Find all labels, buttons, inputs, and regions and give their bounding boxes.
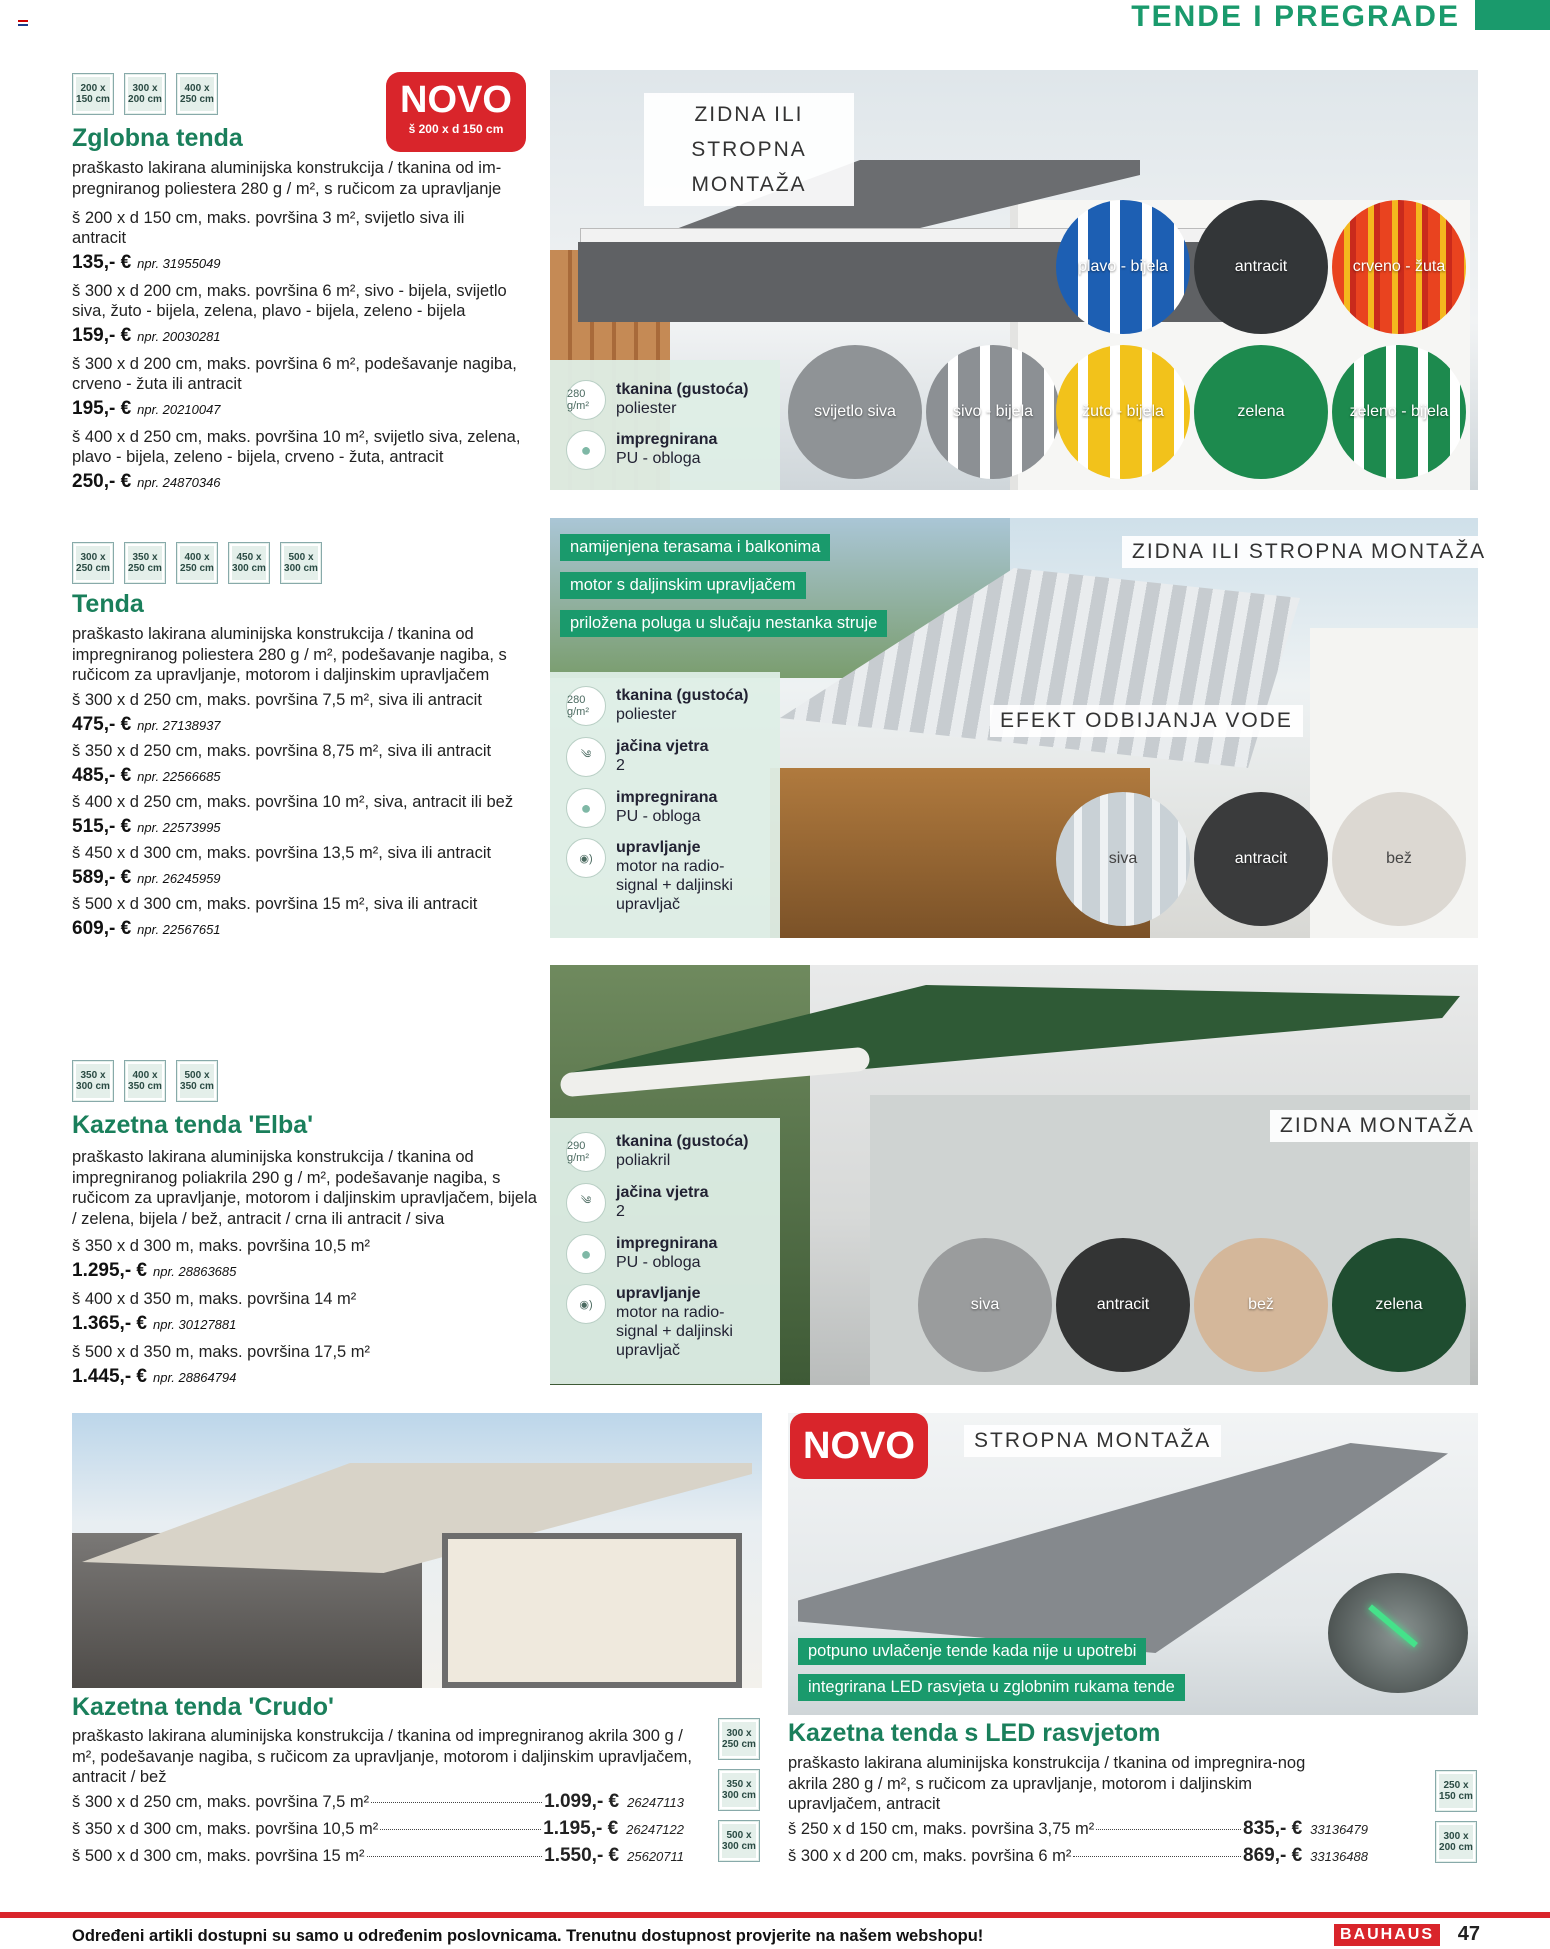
variant-text: š 450 x d 300 cm, maks. površina 13,5 m², siva ili antracit [72, 844, 492, 862]
swatch-light-grey: svijetlo siva [788, 345, 922, 479]
footer-note: Određeni artikli dostupni su samo u određenim poslovnicama. Trenutnu dostupnost provjerite na našem webshopu! [72, 1927, 984, 1945]
variant-text: š 400 x d 250 cm, maks. površina 10 m², siva, antracit ili bež [72, 793, 514, 811]
variant-price [72, 398, 221, 420]
wind-sock-icon: ༄ [566, 737, 606, 777]
variant-row: š 500 x d 300 cm, maks. površina 15 m² 1.550,- € 25620711 [72, 1845, 684, 1866]
swatch-beige: bež [1332, 792, 1466, 926]
swatch-green: zelena [1194, 345, 1328, 479]
size-icon: 400 x 250 cm [176, 542, 218, 584]
size-icons [72, 1060, 218, 1102]
feature-density: 280 g/m² tkanina (gustoća) poliester [566, 380, 748, 420]
footer-bar [0, 1912, 1550, 1918]
feature-density: 290 g/m² tkanina (gustoća) poliakril [566, 1132, 748, 1172]
size-icon: 350 x 300 cm [718, 1769, 760, 1811]
product-description: praškasto lakirana aluminijska konstrukcija / tkanina od impregniranog poliestera 280 g / m², podešavanje nagiba, s ručicom za upravljanje, motorom i daljinskim upravljačem [72, 625, 507, 684]
info-bar: priložena poluga u slučaju nestanka struje [560, 610, 887, 637]
variant-row: š 250 x d 150 cm, maks. površina 3,75 m² 835,- € 33136479 [788, 1818, 1368, 1839]
radio-signal-icon: ◉) [566, 838, 606, 878]
feature-wind: ༄ jačina vjetra 2 [566, 1183, 709, 1223]
radio-signal-icon: ◉) [566, 1284, 606, 1324]
feature-impregnated: ● impregnirana PU - obloga [566, 788, 717, 828]
variant-price: 475,- € npr. 27138937 [72, 714, 221, 735]
product-title: Kazetna tenda s LED rasvjetom [788, 1719, 1161, 1747]
water-drop-icon: ● [566, 1234, 606, 1274]
water-drop-icon: ● [566, 788, 606, 828]
variant-price [72, 252, 221, 274]
feature-wind: ༄ jačina vjetra 2 [566, 737, 709, 777]
mount-label: ZIDNA ILI STROPNA MONTAŽA [644, 93, 854, 206]
variant-text: š 350 x d 250 cm, maks. površina 8,75 m², siva ili antracit [72, 742, 492, 760]
info-bar: integrirana LED rasvjeta u zglobnim rukama tende [798, 1674, 1185, 1701]
mount-label: STROPNA MONTAŽA [964, 1425, 1221, 1457]
variant-text: š 400 x d 250 cm, maks. površina 10 m², svijetlo siva, zelena, plavo - bijela, zeleno - bijela, crveno - žuta, antracit [72, 428, 521, 466]
variant-row: š 300 x d 200 cm, maks. površina 6 m² 869,- € 33136488 [788, 1845, 1368, 1866]
novo-size: š 200 x d 150 cm [408, 122, 504, 136]
variant-row: š 300 x d 250 cm, maks. površina 7,5 m² 1.099,- € 26247113 [72, 1791, 684, 1812]
product-photo [72, 1413, 762, 1688]
size-icons [1435, 1770, 1477, 1863]
swatch-grey: siva [1056, 792, 1190, 926]
mount-label: ZIDNA ILI STROPNA MONTAŽA [1122, 536, 1496, 568]
size-icon: 400 x 350 cm [124, 1060, 166, 1102]
header-accent-tab [1475, 0, 1550, 30]
variant-price: 515,- € npr. 22573995 [72, 816, 221, 837]
size-icon: 300 x 250 cm [72, 542, 114, 584]
water-drop-icon: ● [566, 430, 606, 470]
size-icon: 450 x 300 cm [228, 542, 270, 584]
density-icon: 280 g/m² [566, 686, 606, 726]
croatia-flag-icon [18, 20, 28, 26]
price-value: 250,- € [72, 471, 132, 492]
article-number: npr. 20030281 [137, 329, 221, 344]
swatch-green-white: zeleno - bijela [1332, 345, 1466, 479]
product-title: Tenda [72, 590, 144, 618]
variant-price: 485,- € npr. 22566685 [72, 765, 221, 786]
size-icon: 200 x 150 cm [72, 73, 114, 115]
swatch-anthracite: antracit [1056, 1238, 1190, 1372]
swatch-anthracite: antracit [1194, 200, 1328, 334]
price-value: 195,- € [72, 398, 132, 419]
novo-badge [386, 72, 526, 152]
swatch-grey-white: sivo - bijela [926, 345, 1060, 479]
size-icons [72, 73, 218, 115]
info-bar: potpuno uvlačenje tende kada nije u upotrebi [798, 1638, 1146, 1665]
mount-label: ZIDNA MONTAŽA [1270, 1110, 1485, 1142]
wind-sock-icon: ༄ [566, 1183, 606, 1223]
bauhaus-logo: BAUHAUS [1334, 1924, 1440, 1946]
variant-price: 609,- € npr. 22567651 [72, 918, 221, 939]
feature-impregnated: ● impregnirana PU - obloga [566, 1234, 717, 1274]
variant-text: š 300 x d 200 cm, maks. površina 6 m², podešavanje nagiba, crveno - žuta ili antracit [72, 355, 517, 393]
product-description: praškasto lakirana aluminijska konstrukcija / tkanina od impregnira-nog akrila 280 g / m², s ručicom za upravljanje, motorom i daljinskim upravljačem, antracit [788, 1754, 1306, 1813]
swatch-yellow-white: žuto - bijela [1056, 345, 1190, 479]
price-value: 135,- € [72, 252, 132, 273]
swatch-beige: bež [1194, 1238, 1328, 1372]
product-description: praškasto lakirana aluminijska konstrukcija / tkanina od im-pregniranog poliestera 280 g / m², s ručicom za upravljanje [72, 159, 502, 198]
product-description: praškasto lakirana aluminijska konstrukcija / tkanina od impregniranog akrila 300 g / m², podešavanje nagiba, s ručicom za upravljanje, motorom i daljinskim upravljačem, antracit / bež [72, 1727, 692, 1786]
swatch-red-yellow: crveno - žuta [1332, 200, 1466, 334]
swatch-green: zelena [1332, 1238, 1466, 1372]
size-icon: 300 x 200 cm [1435, 1821, 1477, 1863]
page-number: 47 [1457, 1923, 1480, 1945]
info-bar: motor s daljinskim upravljačem [560, 572, 806, 599]
size-icons [718, 1718, 760, 1862]
feature-control: ◉) upravljanje motor na radio-signal + daljinski upravljač [566, 1284, 756, 1360]
size-icon: 300 x 250 cm [718, 1718, 760, 1760]
feature-density: 280 g/m² tkanina (gustoća) poliester [566, 686, 748, 726]
variant-price: 1.445,- € npr. 28864794 [72, 1366, 237, 1387]
article-number: npr. 24870346 [137, 475, 221, 490]
novo-badge: NOVO [790, 1413, 928, 1479]
variant-price: 1.365,- € npr. 30127881 [72, 1313, 237, 1334]
price-value: 159,- € [72, 325, 132, 346]
swatch-blue-white: plavo - bijela [1056, 200, 1190, 334]
swatch-grey: siva [918, 1238, 1052, 1372]
size-icon: 350 x 250 cm [124, 542, 166, 584]
density-icon: 290 g/m² [566, 1132, 606, 1172]
article-number: npr. 20210047 [137, 402, 221, 417]
variant-text: š 500 x d 300 cm, maks. površina 15 m², siva ili antracit [72, 895, 478, 913]
variant-price: 589,- € npr. 26245959 [72, 867, 221, 888]
variant-text: š 500 x d 350 m, maks. površina 17,5 m² [72, 1343, 371, 1361]
variant-text: š 400 x d 350 m, maks. površina 14 m² [72, 1290, 357, 1308]
size-icon: 500 x 350 cm [176, 1060, 218, 1102]
variant-price: 1.295,- € npr. 28863685 [72, 1260, 237, 1281]
product-title: Zglobna tenda [72, 124, 243, 152]
effect-label: EFEKT ODBIJANJA VODE [990, 705, 1303, 737]
size-icon: 250 x 150 cm [1435, 1770, 1477, 1812]
variant-price [72, 325, 221, 347]
density-icon: 280 g/m² [566, 380, 606, 420]
variant-text: š 300 x d 200 cm, maks. površina 6 m², sivo - bijela, svijetlo siva, žuto - bijela, zelena, plavo - bijela, zeleno - bijela [72, 282, 507, 320]
novo-word: NOVO [400, 79, 512, 121]
variant-text: š 300 x d 250 cm, maks. površina 7,5 m², siva ili antracit [72, 691, 482, 709]
size-icon: 500 x 300 cm [280, 542, 322, 584]
size-icon: 400 x 250 cm [176, 73, 218, 115]
feature-control: ◉) upravljanje motor na radio-signal + daljinski upravljač [566, 838, 756, 914]
variant-price [72, 471, 221, 493]
size-icon: 300 x 200 cm [124, 73, 166, 115]
product-title: Kazetna tenda 'Elba' [72, 1111, 314, 1139]
variant-row: š 350 x d 300 cm, maks. površina 10,5 m² 1.195,- € 26247122 [72, 1818, 684, 1839]
size-icon: 350 x 300 cm [72, 1060, 114, 1102]
article-number: npr. 31955049 [137, 256, 221, 271]
product-description: praškasto lakirana aluminijska konstrukcija / tkanina od impregniranog poliakrila 290 g / m², podešavanje nagiba, s ručicom za upravljanje, motorom i daljinskim upravljačem, bijela / zelena, bijela / bež, antracit / crna ili antracit / siva [72, 1148, 537, 1228]
variant-text: š 350 x d 300 m, maks. površina 10,5 m² [72, 1237, 371, 1255]
variant-text: š 200 x d 150 cm, maks. površina 3 m², svijetlo siva ili antracit [72, 209, 465, 247]
page-header-title: TENDE I PREGRADE [1131, 0, 1460, 33]
feature-impregnated: ● impregnirana PU - obloga [566, 430, 717, 470]
product-title: Kazetna tenda 'Crudo' [72, 1693, 334, 1721]
swatch-anthracite: antracit [1194, 792, 1328, 926]
info-bar: namijenjena terasama i balkonima [560, 534, 830, 561]
size-icons [72, 542, 322, 584]
size-icon: 500 x 300 cm [718, 1820, 760, 1862]
